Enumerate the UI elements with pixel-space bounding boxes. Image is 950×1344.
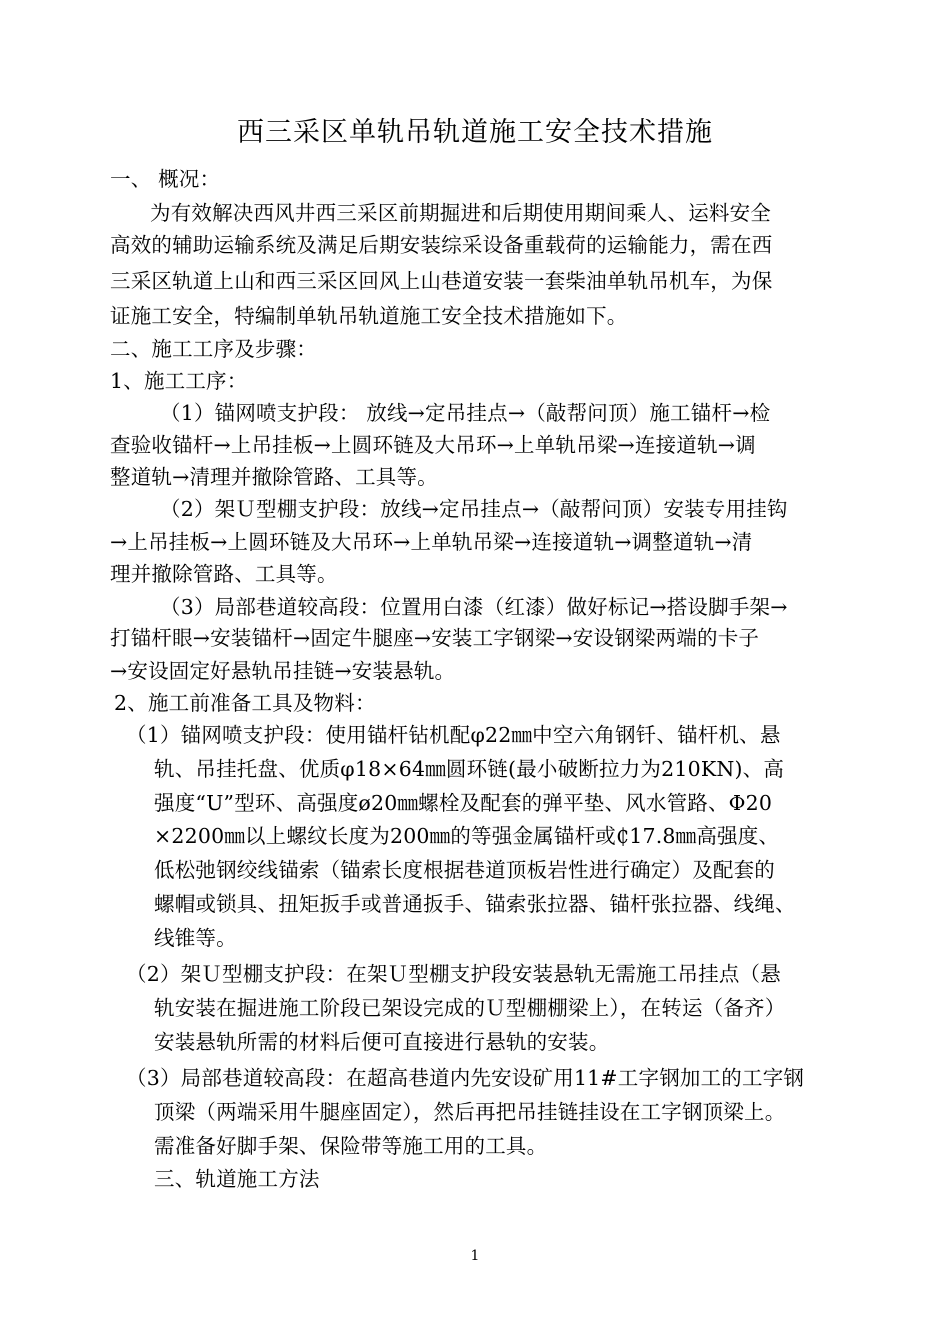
page-number: 1 bbox=[470, 1248, 480, 1264]
paragraph-line: ×2200㎜以上螺纹长度为200㎜的等强金属锚杆或₵17.8㎜高强度、 bbox=[154, 824, 780, 848]
paragraph-line: 整道轨→清理并撤除管路、工具等。 bbox=[110, 465, 438, 489]
paragraph-line: 轨安装在掘进施工阶段已架设完成的Ｕ型棚棚梁上），在转运（备齐） bbox=[154, 996, 786, 1020]
paragraph-line: 顶梁（两端采用牛腿座固定），然后再把吊挂链挂设在工字钢顶梁上。 bbox=[154, 1100, 786, 1124]
paragraph-line: 理并撤除管路、工具等。 bbox=[110, 562, 338, 586]
paragraph-line: （1）锚网喷支护段：使用锚杆钻机配φ22㎜中空六角钢钎、锚杆机、悬 bbox=[126, 723, 781, 747]
paragraph-line: （1）锚网喷支护段： 放线→定吊挂点→（敲帮问顶）施工锚杆→检 bbox=[160, 401, 771, 425]
paragraph-line: 高效的辅助运输系统及满足后期安装综采设备重载荷的运输能力，需在西 bbox=[110, 233, 773, 257]
section-heading-overview: 一、 概况： bbox=[110, 167, 221, 191]
paragraph-line: 低松弛钢绞线锚索（锚索长度根据巷道顶板岩性进行确定）及配套的 bbox=[154, 858, 775, 882]
paragraph-line: 轨、吊挂托盘、优质φ18×64㎜圆环链(最小破断拉力为210KN)、高 bbox=[154, 757, 785, 781]
paragraph-line: （2）架Ｕ型棚支护段：放线→定吊挂点→（敲帮问顶）安装专用挂钩 bbox=[160, 497, 788, 521]
paragraph-line: 螺帽或锁具、扭矩扳手或普通扳手、锚索张拉器、锚杆张拉器、线绳、 bbox=[154, 892, 796, 916]
paragraph-line: （3）局部巷道较高段：位置用白漆（红漆）做好标记→搭设脚手架→ bbox=[160, 595, 788, 619]
paragraph-line: （2）架Ｕ型棚支护段：在架Ｕ型棚支护段安装悬轨无需施工吊挂点（悬 bbox=[126, 962, 781, 986]
document-title: 西三采区单轨吊轨道施工安全技术措施 bbox=[237, 117, 713, 148]
section-heading-procedure: 二、施工工序及步骤： bbox=[110, 337, 317, 361]
paragraph-line: 线锥等。 bbox=[154, 926, 237, 950]
section-heading-construction-method: 三、轨道施工方法 bbox=[154, 1167, 320, 1191]
paragraph-line: 三采区轨道上山和西三采区回风上山巷道安装一套柴油单轨吊机车，为保 bbox=[110, 269, 773, 293]
subsection-heading: 2、施工前准备工具及物料： bbox=[114, 691, 376, 715]
paragraph-line: →上吊挂板→上圆环链及大吊环→上单轨吊梁→连接道轨→调整道轨→清 bbox=[110, 530, 753, 554]
paragraph-line: 打锚杆眼→安装锚杆→固定牛腿座→安装工字钢梁→安设钢梁两端的卡子 bbox=[110, 626, 760, 650]
paragraph-line: →安设固定好悬轨吊挂链→安装悬轨。 bbox=[110, 659, 456, 683]
subsection-heading: 1、施工工序： bbox=[110, 369, 248, 393]
paragraph-line: 为有效解决西风井西三采区前期掘进和后期使用期间乘人、运料安全 bbox=[150, 201, 771, 225]
paragraph-line: （3）局部巷道较高段：在超高巷道内先安设矿用11#工字钢加工的工字钢 bbox=[126, 1066, 805, 1090]
paragraph-line: 需准备好脚手架、保险带等施工用的工具。 bbox=[154, 1134, 548, 1158]
paragraph-line: 安装悬轨所需的材料后便可直接进行悬轨的安装。 bbox=[154, 1030, 610, 1054]
paragraph-line: 强度“U”型环、高强度ø20㎜螺栓及配套的弹平垫、风水管路、Φ20 bbox=[154, 791, 773, 815]
paragraph-line: 证施工安全，特编制单轨吊轨道施工安全技术措施如下。 bbox=[110, 304, 628, 328]
paragraph-line: 查验收锚杆→上吊挂板→上圆环链及大吊环→上单轨吊梁→连接道轨→调 bbox=[110, 433, 756, 457]
